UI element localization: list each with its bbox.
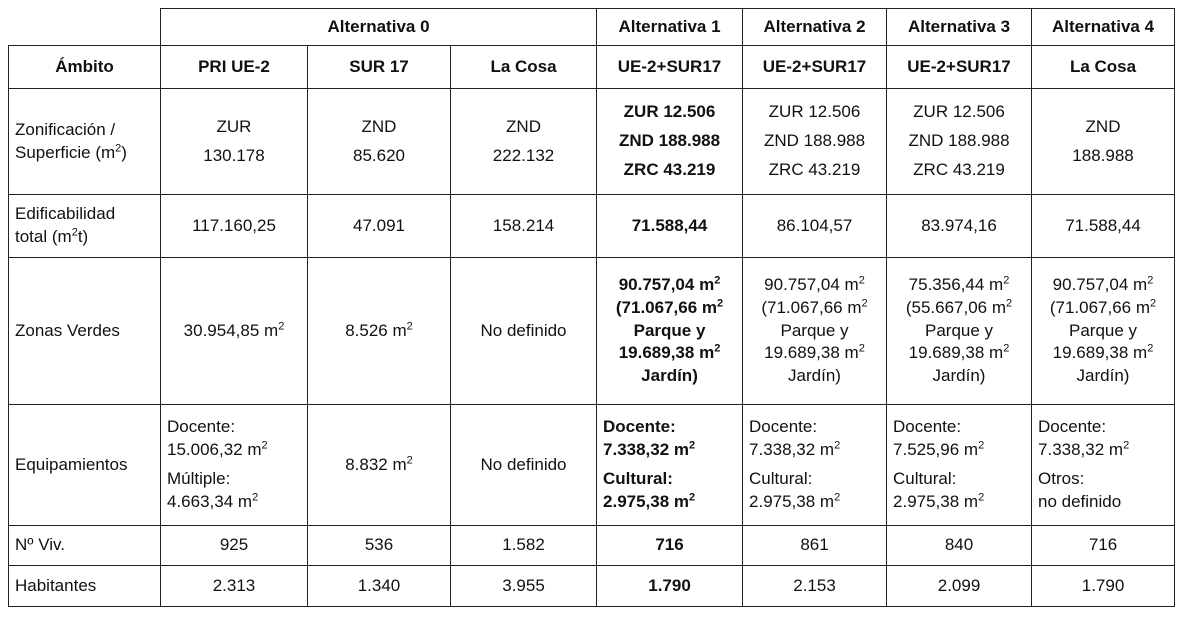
viviendas-cell: 925 (161, 526, 308, 566)
zonas-verdes-cell: No definido (451, 258, 597, 405)
zonificacion-cell: ZUR 12.506 ZND 188.988 ZRC 43.219 (743, 89, 887, 195)
viviendas-cell: 716 (1032, 526, 1175, 566)
ambito-cell: La Cosa (451, 46, 597, 89)
zonas-verdes-cell: 90.757,04 $m^2$ (71.067,66 $m^2$ Parque y 19.689,38 $m^2$ Jardín) (1032, 258, 1175, 405)
edificabilidad-label: Edificabilidad total $(m^2t)$ (9, 195, 161, 258)
ambito-cell: UE-2+SUR17 (597, 46, 743, 89)
edificabilidad-cell: 158.214 (451, 195, 597, 258)
viviendas-cell: 840 (887, 526, 1032, 566)
ambito-cell: UE-2+SUR17 (887, 46, 1032, 89)
viviendas-cell: 536 (308, 526, 451, 566)
edificabilidad-cell: 71.588,44 (597, 195, 743, 258)
habitantes-cell: 2.153 (743, 566, 887, 607)
zonificacion-cell: ZND 188.988 (1032, 89, 1175, 195)
header-alternativa-2: Alternativa 2 (743, 9, 887, 46)
habitantes-cell: 1.340 (308, 566, 451, 607)
zonificacion-cell: ZND 222.132 (451, 89, 597, 195)
viviendas-cell: 1.582 (451, 526, 597, 566)
empty-corner-cell (9, 9, 161, 46)
zonas-verdes-cell: 90.757,04 $m^2$ (71.067,66 $m^2$ Parque y 19.689,38 $m^2$ Jardín) (597, 258, 743, 405)
equipamientos-cell: 8.832 $m^2$ (308, 405, 451, 526)
ambito-cell: UE-2+SUR17 (743, 46, 887, 89)
zonificacion-cell: ZUR 12.506 ZND 188.988 ZRC 43.219 (597, 89, 743, 195)
ambito-label: Ámbito (9, 46, 161, 89)
equipamientos-row (9, 405, 1175, 526)
zonas-verdes-cell: 8.526 $m^2$ (308, 258, 451, 405)
alternatives-table (8, 8, 1175, 607)
habitantes-label: Habitantes (9, 566, 161, 607)
viviendas-label: Nº Viv. (9, 526, 161, 566)
zonificacion-cell: ZUR 130.178 (161, 89, 308, 195)
zonificacion-cell: ZUR 12.506 ZND 188.988 ZRC 43.219 (887, 89, 1032, 195)
viviendas-row (9, 526, 1175, 566)
habitantes-cell: 1.790 (1032, 566, 1175, 607)
equipamientos-cell: Docente: 7.338,32 $m^2$ Cultural: 2.975,38 $m^2$ (743, 405, 887, 526)
edificabilidad-cell: 83.974,16 (887, 195, 1032, 258)
habitantes-cell: 2.313 (161, 566, 308, 607)
edificabilidad-cell: 117.160,25 (161, 195, 308, 258)
header-row-alternatives (9, 9, 1175, 46)
zonas-verdes-cell: 90.757,04 $m^2$ (71.067,66 $m^2$ Parque y 19.689,38 $m^2$ Jardín) (743, 258, 887, 405)
ambito-cell: PRI UE-2 (161, 46, 308, 89)
equipamientos-label: Equipamientos (9, 405, 161, 526)
zonas-verdes-cell: 75.356,44 $m^2$ (55.667,06 $m^2$ Parque y 19.689,38 $m^2$ Jardín) (887, 258, 1032, 405)
ambito-cell: La Cosa (1032, 46, 1175, 89)
habitantes-cell: 1.790 (597, 566, 743, 607)
edificabilidad-cell: 47.091 (308, 195, 451, 258)
header-alternativa-1: Alternativa 1 (597, 9, 743, 46)
ambito-cell: SUR 17 (308, 46, 451, 89)
header-alternativa-3: Alternativa 3 (887, 9, 1032, 46)
header-alternativa-4: Alternativa 4 (1032, 9, 1175, 46)
zonas-verdes-row (9, 258, 1175, 405)
zonas-verdes-label: Zonas Verdes (9, 258, 161, 405)
zonificacion-label: Zonificación / Superficie $(m^2)$ (9, 89, 161, 195)
equipamientos-cell: Docente: 7.525,96 $m^2$ Cultural: 2.975,38 $m^2$ (887, 405, 1032, 526)
header-alternativa-0: Alternativa 0 (161, 9, 597, 46)
equipamientos-cell: No definido (451, 405, 597, 526)
viviendas-cell: 861 (743, 526, 887, 566)
habitantes-cell: 3.955 (451, 566, 597, 607)
equipamientos-cell: Docente: 7.338,32 $m^2$ Otros: no definido (1032, 405, 1175, 526)
ambito-row (9, 46, 1175, 89)
edificabilidad-row (9, 195, 1175, 258)
zonificacion-row (9, 89, 1175, 195)
edificabilidad-cell: 71.588,44 (1032, 195, 1175, 258)
habitantes-cell: 2.099 (887, 566, 1032, 607)
viviendas-cell: 716 (597, 526, 743, 566)
zonificacion-cell: ZND 85.620 (308, 89, 451, 195)
edificabilidad-cell: 86.104,57 (743, 195, 887, 258)
zonas-verdes-cell: 30.954,85 $m^2$ (161, 258, 308, 405)
equipamientos-cell: Docente: 15.006,32 $m^2$ Múltiple: 4.663,34 $m^2$ (161, 405, 308, 526)
equipamientos-cell: Docente: 7.338,32 $m^2$ Cultural: 2.975,38 $m^2$ (597, 405, 743, 526)
habitantes-row (9, 566, 1175, 607)
